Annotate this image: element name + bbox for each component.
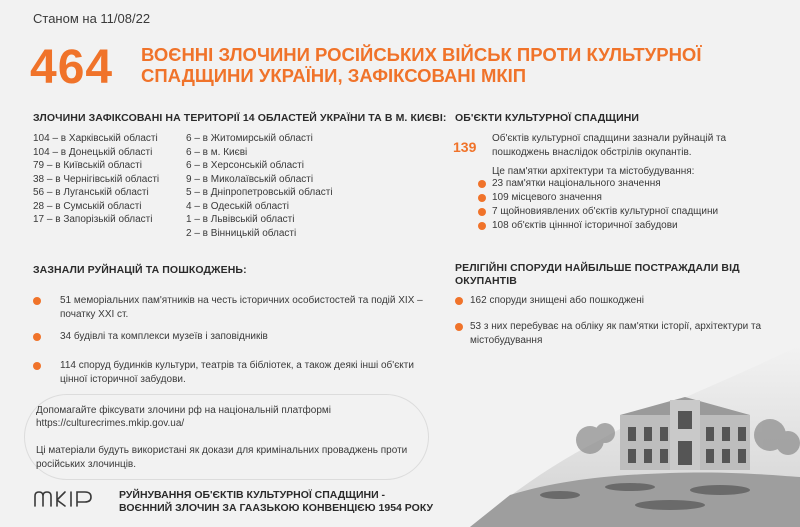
region-item: 38 – в Чернігівській області	[33, 173, 160, 185]
bullet-dot	[33, 362, 41, 370]
region-item: 6 – в Житомирській області	[186, 133, 313, 144]
region-item: 17 – в Запорізькій області	[33, 214, 153, 225]
help-text: Допомагайте фіксувати злочини рф на національній платформі	[36, 405, 331, 416]
mkip-logo	[33, 489, 95, 509]
regions-column-1	[33, 132, 159, 227]
heritage-description: Об'єктів культурної спадщини зазнали руйнацій та пошкоджень внаслідок обстрілів окупантів.	[492, 133, 727, 158]
regions-column-2	[186, 132, 333, 240]
bullet-dot	[478, 208, 486, 216]
bullet-dot	[455, 297, 463, 305]
date-label: Станом на 11/08/22	[33, 11, 151, 26]
region-item: 6 – в м. Києві	[186, 146, 248, 158]
damage-item: 34 будівлі та комплекси музеїв і заповідників	[60, 331, 268, 342]
regions-heading: ЗЛОЧИНИ ЗАФІКСОВАНІ НА ТЕРИТОРІЇ 14 ОБЛАСТЕЙ УКРАЇНИ ТА В М. КИЄВІ:	[33, 112, 447, 124]
region-item: 1 – в Львівській області	[186, 214, 295, 225]
footer-text: РУЙНУВАННЯ ОБ'ЄКТІВ КУЛЬТУРНОЇ СПАДЩИНИ - ВОЄННИЙ ЗЛОЧИН ЗА ГААЗЬКОЮ КОНВЕНЦІЄЮ 1954 РОКУ	[119, 489, 434, 514]
region-item: 104 – в Харківській області	[33, 133, 158, 144]
heritage-item: 109 місцевого значення	[492, 192, 602, 203]
region-item: 2 – в Вінницькій області	[186, 227, 297, 239]
region-item: 6 – в Херсонській області	[186, 160, 304, 171]
bullet-dot	[478, 222, 486, 230]
heritage-item: 7 щойновиявлених об'єктів культурної спадщини	[492, 206, 719, 217]
religious-item: 162 споруди знищені або пошкоджені	[470, 295, 644, 306]
region-item: 28 – в Сумській області	[33, 200, 142, 212]
bullet-dot	[33, 333, 41, 341]
bullet-dot	[33, 297, 41, 305]
help-note: Ці матеріали будуть використані як докази для кримінальних проваджень проти російських злочинців.	[36, 445, 408, 470]
heritage-item: 23 пам'ятки національного значення	[492, 178, 661, 189]
damaged-building-photo	[470, 345, 800, 527]
religious-item: 53 з них перебуває на обліку як пам'ятки історії, архітектури та містобудування	[470, 321, 762, 346]
heritage-count: 139	[453, 139, 477, 155]
total-count: 464	[30, 41, 114, 94]
bullet-dot	[478, 194, 486, 202]
region-item: 79 – в Київській області	[33, 160, 142, 171]
help-link[interactable]: https://culturecrimes.mkip.gov.ua/	[36, 418, 185, 429]
region-item: 56 – в Луганській області	[33, 187, 149, 198]
religious-heading: РЕЛІГІЙНІ СПОРУДИ НАЙБІЛЬШЕ ПОСТРАЖДАЛИ ВІД ОКУПАНТІВ	[455, 262, 740, 287]
bullet-dot	[455, 323, 463, 331]
heritage-item: 108 об'єктів ціннної історичної забудови	[492, 220, 678, 231]
heritage-heading: ОБ'ЄКТИ КУЛЬТУРНОЇ СПАДЩИНИ	[455, 112, 640, 124]
region-item: 5 – в Дніпропетровській області	[186, 187, 333, 198]
region-item: 4 – в Одеській області	[186, 200, 289, 212]
damage-item: 114 споруд будинків культури, театрів та бібліотек, а також деякі інші об'єкти цінної історичної забудови.	[60, 360, 414, 385]
region-item: 9 – в Миколаївській області	[186, 173, 314, 185]
region-item: 104 – в Донецькій області	[33, 146, 153, 158]
page-title: ВОЄННІ ЗЛОЧИНИ РОСІЙСЬКИХ ВІЙСЬК ПРОТИ КУЛЬТУРНОЇ СПАДЩИНИ УКРАЇНИ, ЗАФІКСОВАНІ МКІП	[141, 44, 702, 86]
damage-item: 51 меморіальних пам'ятників на честь історичних особистостей та подій ХІХ – початку ХХІ ст.	[60, 295, 423, 320]
damage-heading: ЗАЗНАЛИ РУЙНАЦІЙ ТА ПОШКОДЖЕНЬ:	[33, 264, 247, 276]
bullet-dot	[478, 180, 486, 188]
heritage-subheading: Це пам'ятки архітектури та містобудування:	[492, 166, 695, 177]
